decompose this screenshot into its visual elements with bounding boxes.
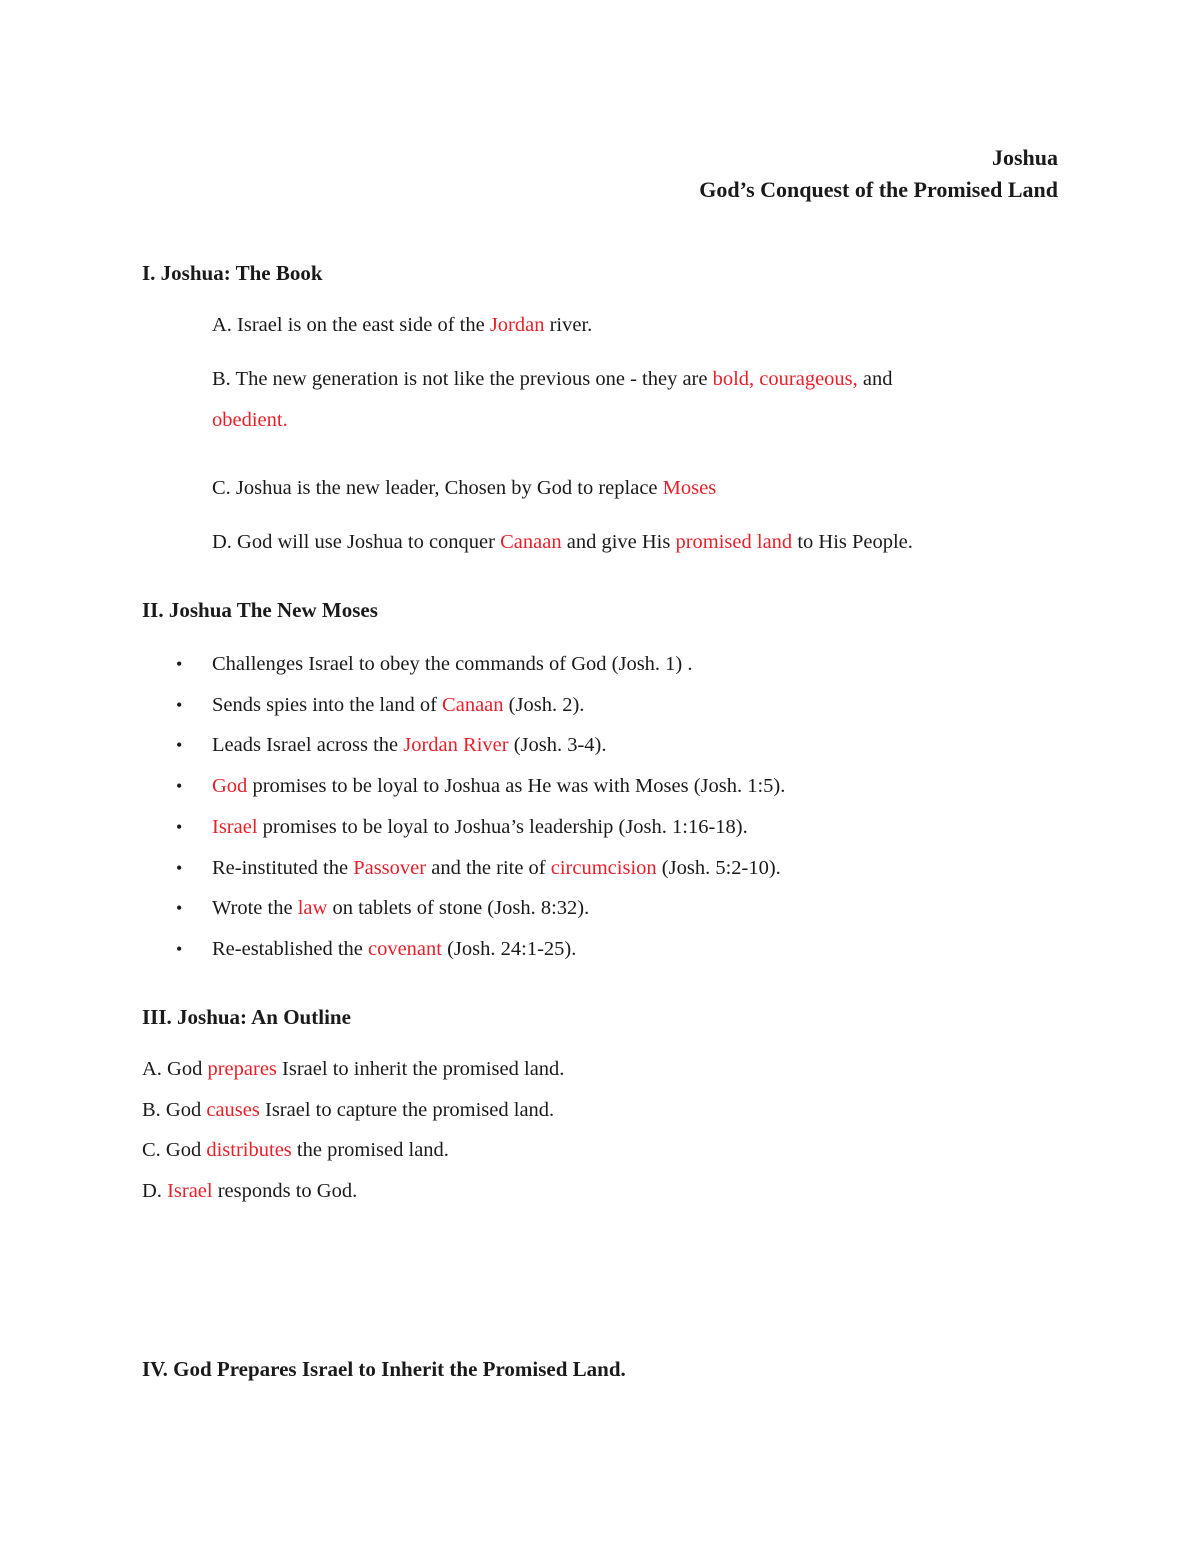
text-run: Wrote the bbox=[212, 897, 298, 920]
document-title: Joshua bbox=[991, 145, 1058, 170]
bullet-item bbox=[176, 653, 693, 676]
bullet-icon: • bbox=[176, 654, 183, 674]
highlighted-term: Passover bbox=[353, 856, 427, 879]
text-run: D. God will use Joshua to conquer bbox=[212, 531, 501, 553]
text-run: Re-established the bbox=[212, 937, 368, 960]
text-run: and give His bbox=[561, 531, 676, 553]
highlighted-term: Israel bbox=[167, 1180, 213, 1203]
text-run: B. The new generation is not like the previous one - they are bbox=[212, 368, 713, 390]
text-run: promises to be loyal to Joshua as He was with Moses (Josh. 1:5). bbox=[247, 775, 786, 798]
text-run: C. God bbox=[142, 1139, 207, 1162]
highlighted-term: law bbox=[297, 897, 328, 920]
text-run: on tablets of stone (Josh. 8:32). bbox=[327, 897, 590, 920]
highlighted-term: Israel bbox=[212, 815, 258, 838]
highlighted-term: Canaan bbox=[442, 693, 504, 716]
text-run: D. bbox=[142, 1180, 168, 1203]
text-run: (Josh. 5:2-10). bbox=[656, 856, 781, 879]
bullet-icon: • bbox=[176, 735, 183, 756]
section-1-item-d bbox=[212, 531, 913, 554]
document-subtitle: God’s Conquest of the Promised Land bbox=[699, 177, 1058, 202]
highlighted-term: God bbox=[212, 775, 248, 798]
bullet-item bbox=[176, 857, 781, 880]
highlighted-term: prepares bbox=[207, 1058, 277, 1080]
text-run: B. God bbox=[142, 1098, 207, 1121]
bullet-icon: • bbox=[176, 938, 183, 959]
highlighted-term: promised land bbox=[675, 531, 793, 553]
highlighted-term: Canaan bbox=[500, 531, 562, 553]
highlighted-term: circumcision bbox=[550, 856, 657, 879]
bullet-item bbox=[176, 938, 576, 961]
text-run: responds to God. bbox=[212, 1180, 358, 1203]
outline-item bbox=[142, 1058, 564, 1081]
text-run: (Josh. 3-4). bbox=[508, 734, 607, 757]
highlighted-term: causes bbox=[206, 1098, 260, 1121]
bullet-icon: • bbox=[176, 776, 183, 797]
section-1-item-b bbox=[212, 368, 893, 391]
text-run: the promised land. bbox=[291, 1139, 449, 1162]
bullet-icon: • bbox=[176, 816, 183, 837]
section-1-item-a bbox=[212, 314, 592, 337]
highlighted-term: distributes bbox=[206, 1139, 292, 1162]
outline-item bbox=[142, 1180, 357, 1203]
highlighted-term: Moses bbox=[662, 477, 717, 499]
bullet-item bbox=[176, 816, 748, 839]
text-run: Israel to capture the promised land. bbox=[259, 1098, 555, 1121]
text-run: A. God bbox=[142, 1058, 208, 1080]
text-run: Israel to inherit the promised land. bbox=[276, 1058, 565, 1080]
text-run: Re-instituted the bbox=[212, 856, 354, 879]
bullet-item bbox=[176, 775, 785, 798]
text-run: and bbox=[857, 368, 893, 390]
bullet-icon: • bbox=[176, 694, 183, 715]
text-run: Challenges Israel to obey the commands of God (Josh. 1) . bbox=[212, 653, 693, 675]
bullet-item bbox=[176, 734, 607, 757]
text-run: (Josh. 2). bbox=[503, 693, 585, 716]
highlighted-term: obedient. bbox=[212, 409, 288, 431]
text-run: A. Israel is on the east side of the bbox=[212, 314, 490, 336]
text-run: to His People. bbox=[792, 531, 913, 553]
text-run: promises to be loyal to Joshua’s leadership (Josh. 1:16-18). bbox=[257, 815, 748, 838]
section-1-heading: I. Joshua: The Book bbox=[142, 261, 323, 285]
bullet-item bbox=[176, 694, 584, 717]
section-3-heading: III. Joshua: An Outline bbox=[142, 1005, 351, 1029]
highlighted-term: bold, bbox=[712, 368, 755, 390]
text-run: Leads Israel across the bbox=[212, 734, 404, 757]
section-1-item-c bbox=[212, 477, 716, 500]
highlighted-term: Jordan River bbox=[403, 734, 509, 757]
highlighted-term: Jordan bbox=[489, 314, 545, 336]
text-run: Sends spies into the land of bbox=[212, 693, 443, 716]
text-run: and the rite of bbox=[426, 856, 551, 879]
text-run: river. bbox=[544, 314, 593, 336]
outline-item bbox=[142, 1099, 554, 1122]
outline-item bbox=[142, 1139, 449, 1162]
text-run: (Josh. 24:1-25). bbox=[441, 937, 577, 960]
section-2-heading: II. Joshua The New Moses bbox=[142, 598, 378, 622]
highlighted-term: covenant bbox=[367, 937, 442, 960]
section-1-item-b-continued bbox=[212, 409, 288, 432]
bullet-icon: • bbox=[176, 898, 183, 919]
section-4-heading: IV. God Prepares Israel to Inherit the Promised Land. bbox=[142, 1357, 626, 1381]
highlighted-term: courageous, bbox=[759, 368, 858, 390]
text-run: C. Joshua is the new leader, Chosen by God to replace bbox=[212, 477, 663, 499]
bullet-icon: • bbox=[176, 857, 183, 878]
bullet-item bbox=[176, 897, 589, 920]
